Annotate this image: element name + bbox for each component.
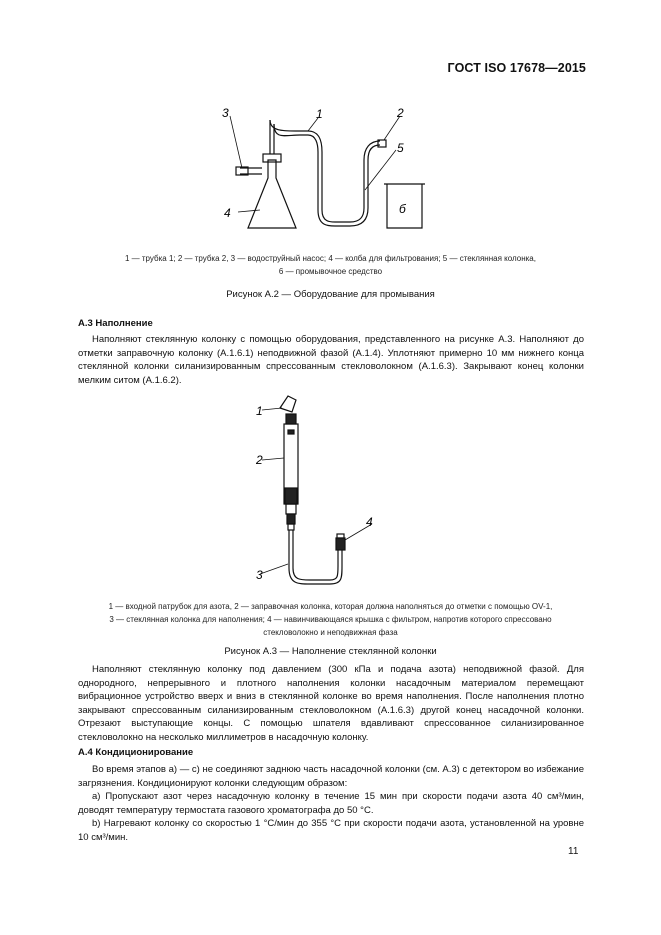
figure-a3-legend-line: 3 — стеклянная колонка для наполнения; 4 — навинчивающаяся крышка с фильтром, напротив которого спрессовано <box>109 615 552 624</box>
section-a4-item-b: b) Нагревают колонку со скоростью 1 °С/мин до 355 °С при скорости подачи азота, установленной на уровне 10 см³/мин. <box>78 818 584 843</box>
figure-a2-legend-line: 6 — промывочное средство <box>278 267 383 276</box>
filling-paragraph <box>78 663 584 745</box>
fig-a3-label-4: 4 <box>366 515 373 529</box>
standard-header: ГОСТ ISO 17678—2015 <box>447 61 586 75</box>
figure-a3-caption: Рисунок А.3 — Наполнение стеклянной колонки <box>224 646 437 657</box>
figure-a3-legend-line: стекловолокно и неподвижная фаза <box>263 628 398 637</box>
section-a4-item-a: а) Пропускают азот через насадочную колонку в течение 15 мин при скорости подачи азота 40 см³/мин, доводят температуру термостата газового хроматографа до 50 °С. <box>78 791 584 816</box>
section-a3-text: Наполняют стеклянную колонку с помощью оборудования, представленного на рисунке А.3. Наполняют до отметки заправочную колонку (А.1.6.1) неподвижной фазой (А.1.4). Уплотняют примерно 10 мм нижнего конца стеклянной колонки силанизированным спрессованным стекловолокном (А.1.6.3). Закрывают конец колонки мелким ситом (А.1.6.2). <box>78 334 584 386</box>
filling-text: Наполняют стеклянную колонку под давлением (300 кПа и подача азота) неподвижной фазой. Для однородного, непрерывного и плотного наполнения колонки насадочным материалом перемещают вибрационное устройство вверх и вниз в стеклянной колонке во время наполнения. После наполнения плотно закрывают спрессованным силанизированным стекловолокном (А.1.6.3) другой конец насадочной колонки. Отрезают выступающие концы. С помощью шпателя вдавливают спрессованное силанизированное стекловолокно на несколько миллиметров в насадочную колонку. <box>78 664 584 743</box>
fig-a2-label-2: 2 <box>397 106 404 120</box>
water-jet-pump <box>240 168 262 174</box>
fig-a3-label-2: 2 <box>256 453 263 467</box>
figure-a3-legend <box>62 600 599 639</box>
fig-a2-label-1: 1 <box>316 107 323 121</box>
figure-a2-legend-line: 1 — трубка 1; 2 — трубка 2, 3 — водоструйный насос; 4 — колба для фильтрования; 5 — стеклянная колонка, <box>125 254 536 263</box>
page-number: 11 <box>568 846 579 857</box>
section-a3-paragraph <box>78 333 584 387</box>
figure-a2-caption: Рисунок А.2 — Оборудование для промывания <box>226 289 435 300</box>
flask-stopper <box>263 154 281 162</box>
fig-a3-label-3: 3 <box>256 568 263 582</box>
section-a3-heading: А.3 Наполнение <box>78 318 153 329</box>
section-a4-heading: А.4 Кондиционирование <box>78 747 194 758</box>
figure-a3-diagram <box>250 388 390 598</box>
figure-a3-legend-line: 1 — входной патрубок для азота, 2 — заправочная колонка, которая должна наполняться до отметки с помощью OV-1, <box>108 602 553 611</box>
fig-a2-label-3: 3 <box>222 106 229 120</box>
screw-cap-with-filter <box>336 538 345 550</box>
section-a4-body <box>78 763 584 845</box>
glass-column <box>289 530 342 584</box>
fig-a3-label-1: 1 <box>256 404 263 418</box>
filter-flask <box>248 160 296 228</box>
figure-a2-legend <box>62 252 599 278</box>
nitrogen-inlet-tube <box>280 396 296 412</box>
fig-a2-label-4: 4 <box>224 206 231 220</box>
figure-a2-diagram <box>200 100 440 240</box>
fig-a2-label-5: 5 <box>397 141 404 155</box>
fig-a2-label-6: б <box>399 202 406 216</box>
section-a4-intro: Во время этапов а) — с) не соединяют заднюю часть насадочной колонки (см. А.3) с детектором во избежание загрязнения. Кондиционируют колонки следующим образом: <box>78 764 584 789</box>
